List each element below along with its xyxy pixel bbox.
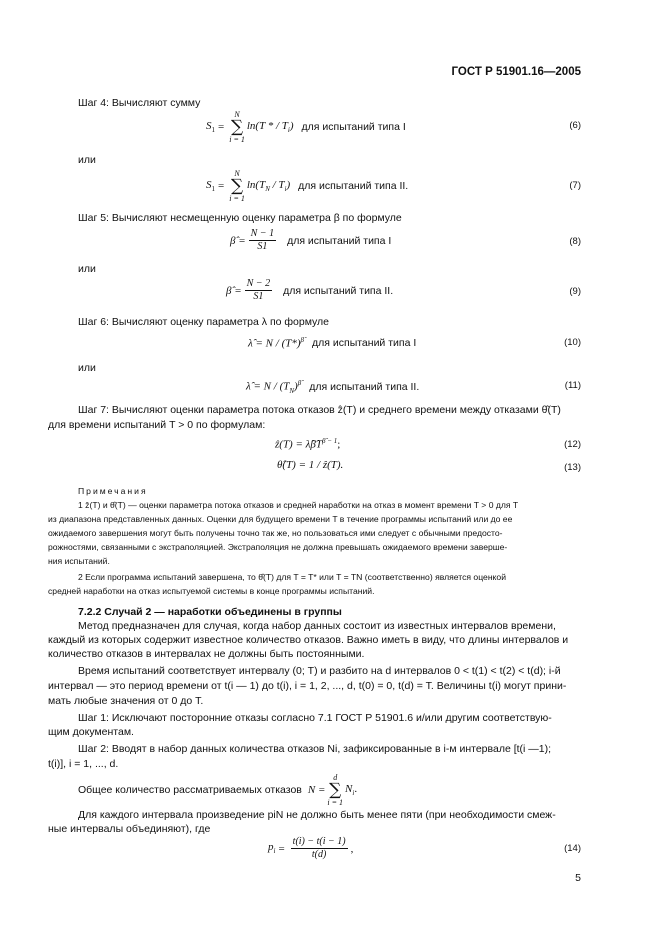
or-text: или bbox=[78, 154, 96, 166]
page-number: 5 bbox=[575, 872, 581, 884]
step5-text: Шаг 5: Вычисляют несмещенную оценку параметра β по формуле bbox=[78, 212, 402, 224]
equation-8: β̂ = $\frac{N - 1}{S1}$ для испытаний типа I bbox=[230, 228, 392, 252]
note-1-line: 1 ẑ(T) и θ̂(T) — оценки параметра потока отказов и средней наработки на отказ в момент времени T > 0 для T bbox=[78, 500, 519, 510]
step7-text-line2: для времени испытаний T > 0 по формулам: bbox=[48, 419, 266, 431]
equation-11: λ̂ = N / $(T_N)^{\betâ}$ для испытаний типа II. bbox=[246, 379, 420, 395]
note-1-line: ния испытаний. bbox=[48, 556, 110, 566]
paragraph-line: мать любые значения от 0 до T. bbox=[48, 695, 204, 707]
paragraph-line: щим документам. bbox=[48, 726, 134, 738]
equation-number: (13) bbox=[564, 462, 581, 473]
total-failures-line: Общее количество рассматриваемых отказов N = d ∑ i = 1 $N_i$. bbox=[78, 773, 358, 807]
note-1-line: ожидаемого завершения могут быть получены точно так же, но пользоваться ими следует с обычными предосто- bbox=[48, 528, 503, 538]
equation-number: (12) bbox=[564, 439, 581, 450]
paragraph-line: каждый из которых содержит известное количество отказов. Важно иметь в виду, что длины интервалов и bbox=[48, 634, 569, 646]
step4-text: Шаг 4: Вычисляют сумму bbox=[78, 97, 201, 109]
paragraph-line: количество отказов в интервалах не должны быть постоянными. bbox=[48, 648, 365, 660]
equation-9: β̂ = $\frac{N - 2}{S1}$ для испытаний типа II. bbox=[226, 278, 394, 302]
step6-text: Шаг 6: Вычисляют оценку параметра λ по формуле bbox=[78, 316, 330, 328]
equation-10: λ̂ = N / $(T*)^{\betâ}$ для испытаний типа I bbox=[248, 336, 417, 350]
paragraph-line: интервал — это период времени от t(i — 1) до t(i), i = 1, 2, ..., d, t(0) = 0, t(d) = T. Величины t(i) могут прини- bbox=[48, 680, 567, 692]
equation-number: (8) bbox=[569, 236, 581, 247]
paragraph-line: Шаг 1: Исключают посторонние отказы согласно 7.1 ГОСТ Р 51901.6 и/или другим соответствую- bbox=[78, 712, 552, 724]
document-code-header: ГОСТ Р 51901.16—2005 bbox=[451, 66, 581, 78]
equation-number: (10) bbox=[564, 337, 581, 348]
equation-7: $S_1$ = N ∑ i = 1 $\ln(T_N / T_i)$ для испытаний типа II. bbox=[206, 169, 409, 203]
note-1-line: из диапазона представленных данных. Оценки для будущего времени T в течение программы испытаний или до ее bbox=[48, 514, 513, 524]
note-1-line: рожностями, связанными с экстраполяцией. Экстраполяция не должна превышать ожидаемого времени заверше- bbox=[48, 542, 508, 552]
paragraph-line: Шаг 2: Вводят в набор данных количества отказов Ni, зафиксированные в i-м интервале [t(i —1); bbox=[78, 743, 552, 755]
equation-number: (9) bbox=[569, 286, 581, 297]
or-text: или bbox=[78, 263, 96, 275]
paragraph-line: Для каждого интервала произведение piN не должно быть менее пяти (при необходимости смеж- bbox=[78, 809, 556, 821]
paragraph-line: Время испытаний соответствует интервалу (0; T) и разбито на d интервалов 0 < t(1) < t(2) < t(d); i-й bbox=[78, 665, 561, 677]
paragraph-line: Метод предназначен для случая, когда набор данных состоит из известных интервалов времени, bbox=[78, 620, 556, 632]
note-2-line: средней наработки на отказ испытуемой системы в конце программы испытаний. bbox=[48, 586, 375, 596]
equation-number: (7) bbox=[569, 180, 581, 191]
equation-12: ẑ(T) = $\lambdâ\betâT^{\betâ - 1}$; bbox=[275, 437, 341, 451]
or-text: или bbox=[78, 362, 96, 374]
equation-number: (6) bbox=[569, 120, 581, 131]
notes-title: Примечания bbox=[78, 486, 148, 496]
equation-6: $S_1$ = N ∑ i = 1 ln(T * / $T_i$) для испытаний типа I bbox=[206, 110, 406, 144]
paragraph-line: ные интервалы объединяют), где bbox=[48, 823, 211, 835]
paragraph-line: t(i)], i = 1, ..., d. bbox=[48, 758, 119, 770]
equation-number: (14) bbox=[564, 843, 581, 854]
equation-14: $p_i$ = $\frac{t(i) - t(i - 1)}{t(d)}$ , bbox=[268, 836, 354, 860]
note-2-line: 2 Если программа испытаний завершена, то θ̂(T) для T = T* или T = TN (соответственно) является оценкой bbox=[78, 572, 506, 582]
equation-13: θ̂(T) = 1 / ẑ(T). bbox=[277, 459, 344, 471]
section-heading: 7.2.2 Случай 2 — наработки объединены в группы bbox=[78, 606, 342, 618]
equation-number: (11) bbox=[564, 380, 581, 391]
step7-text-line1: Шаг 7: Вычисляют оценки параметра потока отказов ẑ(T) и среднего времени между отказами θ̂(T) bbox=[78, 404, 561, 416]
